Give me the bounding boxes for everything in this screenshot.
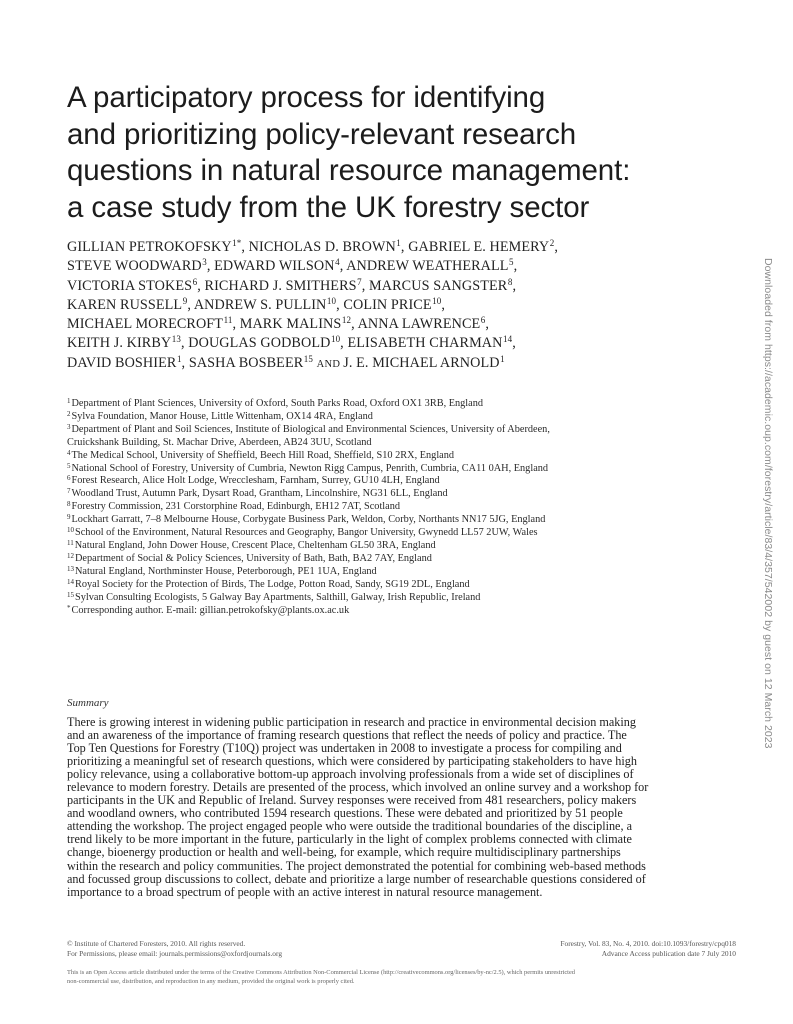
summary-line: importance to a broad spectrum of people with an active interest in natural resource management. [67, 884, 543, 899]
author-affiliation-marker: 1 [176, 353, 182, 364]
affiliation-text: Royal Society for the Protection of Birds, The Lodge, Potton Road, Sandy, SG19 2DL, England [75, 578, 470, 590]
author-separator: , [340, 335, 348, 352]
affiliation-text: Sylva Foundation, Manor House, Little Wittenham, OX14 4RA, England [71, 410, 373, 422]
summary-line: relevance to modern forestry. Details are presented of the process, which involved an online survey and a workshop for [67, 780, 649, 795]
affiliation-text: Department of Plant and Soil Sciences, Institute of Biological and Environmental Sciences, University of Aberdeen, [71, 423, 550, 435]
summary-line: within the research and policy communities. The project demonstrated the potential for combining web-based methods [67, 858, 646, 873]
affiliation [67, 463, 687, 476]
author-line [67, 315, 707, 334]
author-affiliation-marker: 5 [509, 257, 514, 268]
author-line [67, 334, 707, 353]
summary-line: attending the workshop. The project engaged people who were outside the traditional boundaries of the discipline, a [67, 819, 632, 834]
author-name: MARCUS SANGSTER [369, 277, 508, 294]
author-separator: , [197, 277, 205, 294]
download-watermark: Downloaded from https://academic.oup.com/forestry/article/83/4/357/542002 by guest on 12 March 2023 [762, 258, 774, 749]
author-name: STEVE WOODWARD [67, 258, 202, 275]
author-separator: , [554, 239, 559, 255]
article-title [67, 80, 727, 226]
summary-line: and woodland owners, who contributed 1594 research questions. These were debated and prioritized by 51 people [67, 806, 623, 821]
permissions-notice[interactable]: For Permissions, please email: journals.permissions@oxfordjournals.org [67, 949, 283, 958]
affiliation [67, 553, 687, 566]
title-line: A participatory process for identifying [67, 81, 546, 114]
affiliation-number: 11 [67, 538, 74, 547]
footer-citation-block [560, 939, 736, 959]
summary-line: Top Ten Questions for Forestry (T10Q) project was undertaken in 2008 to investigate a process for compiling and [67, 741, 622, 756]
author-affiliation-marker: 15 [303, 353, 313, 364]
author-affiliation-marker: 14 [502, 334, 513, 345]
author-affiliation-marker: 2 [549, 238, 555, 248]
author-line [67, 354, 707, 374]
affiliation [67, 411, 687, 424]
author-line [67, 257, 707, 276]
author-separator: , [241, 239, 249, 255]
affiliation [67, 527, 687, 540]
title-line: a case study from the UK forestry sector [67, 190, 590, 224]
author-name: COLIN PRICE [343, 296, 432, 313]
title-line: questions in natural resource management: [67, 154, 631, 187]
affiliation [67, 475, 687, 488]
author-name: RICHARD J. SMITHERS [204, 277, 357, 294]
author-affiliation-marker: 3 [202, 257, 207, 268]
summary-line: policy relevance, using a collaborative bottom-up approach involving professionals from a wide set of disciplines of [67, 767, 634, 782]
author-affiliation-marker: 1 [500, 353, 505, 364]
affiliation-text: Natural England, John Dower House, Crescent Place, Cheltenham GL50 3RA, England [74, 539, 436, 551]
affiliation-number: 7 [67, 487, 71, 496]
advance-access-date: Advance Access publication date 7 July 2010 [601, 949, 736, 958]
author-name: SASHA BOSBEER [188, 354, 304, 371]
affiliation-text: Department of Social & Policy Sciences, University of Bath, Bath, BA2 7AY, England [75, 552, 432, 564]
author-line [67, 277, 707, 296]
affiliation-number: 9 [67, 513, 71, 522]
affiliation-text: National School of Forestry, University of Cumbria, Newton Rigg Campus, Penrith, Cumbria, CA11 0AH, England [71, 462, 549, 474]
affiliation [67, 488, 687, 501]
affiliation-text: Sylvan Consulting Ecologists, 5 Galway Bay Apartments, Salthill, Galway, Irish Republic, Ireland [75, 591, 481, 603]
license-line: This is an Open Access article distributed under the terms of the Creative Commons Attribution Non-Commercial License (http://creativecommons.org/licenses/by-nc/2.5), which permits unrestricted [67, 969, 575, 976]
author-separator: , [512, 335, 516, 352]
author-name: ELISABETH CHARMAN [347, 335, 503, 352]
author-separator: , [206, 258, 215, 275]
author-separator: , [181, 354, 189, 371]
affiliation [67, 514, 687, 527]
affiliation-text: Department of Plant Sciences, University of Oxford, South Parks Road, Oxford OX1 3RB, England [71, 398, 484, 409]
summary-line: participants in the UK and Republic of Ireland. Survey responses were received from 481 researchers, policy makers [67, 793, 637, 808]
author-list [67, 238, 707, 374]
affiliation-text: Natural England, Northminster House, Peterborough, PE1 1UA, England [75, 565, 377, 577]
author-name: ANDREW S. PULLIN [193, 296, 327, 313]
author-name: DAVID BOSHIER [67, 354, 177, 371]
affiliation-number: 13 [67, 564, 74, 573]
affiliation [67, 437, 687, 450]
author-separator: , [513, 258, 518, 275]
affiliation [67, 450, 687, 463]
author-affiliation-marker: 10 [330, 334, 341, 345]
author-name: ANDREW WEATHERALL [346, 258, 509, 275]
affiliation [67, 579, 687, 592]
author-separator: , [400, 239, 409, 255]
author-affiliation-marker: 1* [232, 238, 242, 248]
author-name: NICHOLAS D. BROWN [248, 239, 396, 255]
author-name: GABRIEL E. HEMERY [408, 239, 550, 255]
affiliation [67, 540, 687, 553]
affiliation-number: 10 [67, 526, 74, 535]
affiliation-number: 8 [67, 500, 71, 509]
summary-line: and an awareness of the importance of framing research questions that reflect the needs of policy and practice. The [67, 728, 627, 743]
affiliation [67, 424, 687, 437]
copyright-notice: © Institute of Chartered Foresters, 2010. All rights reserved. [67, 939, 246, 948]
author-line [67, 296, 707, 315]
author-separator: , [232, 316, 240, 333]
summary-paragraph [67, 716, 737, 899]
author-name: VICTORIA STOKES [67, 277, 193, 294]
license-line: non-commercial use, distribution, and reproduction in any medium, provided the original work is properly cited. [67, 978, 355, 985]
author-separator: , [180, 335, 189, 352]
affiliation [67, 592, 687, 605]
affiliation-number: 14 [67, 577, 74, 586]
author-affiliation-marker: 7 [357, 276, 362, 287]
author-name: KAREN RUSSELL [67, 296, 183, 313]
license-notice [67, 968, 739, 986]
journal-citation: Forestry, Vol. 83, No. 4, 2010. doi:10.1093/forestry/cpq018 [560, 939, 736, 948]
affiliation-text: The Medical School, University of Sheffield, Beech Hill Road, Sheffield, S10 2RX, England [71, 449, 455, 461]
author-affiliation-marker: 10 [326, 295, 337, 306]
affiliation-number: 1 [67, 397, 71, 405]
affiliation [67, 398, 687, 411]
affiliation [67, 605, 687, 618]
author-separator: , [512, 277, 517, 294]
summary-line: change, bioenergy production or health and well-being, for example, which require multidisciplinary partnerships [67, 845, 621, 860]
affiliation-number: 15 [67, 590, 74, 599]
author-name: GILLIAN PETROKOFSKY [67, 239, 232, 255]
author-name: EDWARD WILSON [214, 258, 335, 275]
affiliation-text[interactable]: Corresponding author. E-mail: gillian.petrokofsky@plants.ox.ac.uk [71, 604, 350, 616]
summary-line: There is growing interest in widening public participation in research and practice in environmental decision making [67, 715, 636, 729]
author-separator: , [339, 258, 347, 275]
author-name: MICHAEL MORECROFT [67, 316, 224, 333]
affiliation-number: 3 [67, 422, 71, 431]
author-separator: , [187, 296, 194, 313]
author-separator: , [336, 296, 344, 313]
summary-line: trend likely to be more important in the future, particularly in the light of complex problems connected with climate [67, 832, 632, 847]
affiliation-text: Forestry Commission, 231 Corstorphine Road, Edinburgh, EH12 7AT, Scotland [71, 501, 401, 513]
author-affiliation-marker: 13 [171, 334, 181, 345]
summary-line: prioritizing a meaningful set of research questions, which were considered by participating stakeholders to have high [67, 754, 637, 769]
author-affiliation-marker: 6 [480, 315, 486, 326]
affiliation-number: 4 [67, 448, 71, 457]
author-affiliation-marker: 1 [396, 238, 401, 248]
affiliation-text: Cruickshank Building, St. Machar Drive, Aberdeen, AB24 3UU, Scotland [67, 436, 372, 448]
affiliation-number: 5 [67, 461, 71, 470]
affiliation [67, 566, 687, 579]
author-separator: , [361, 277, 370, 294]
author-affiliation-marker: 9 [182, 295, 188, 306]
author-separator: , [351, 316, 358, 333]
affiliation-list [67, 398, 687, 617]
author-name: ANNA LAWRENCE [357, 316, 481, 333]
footer-copyright-block [67, 939, 282, 959]
summary-line: and focussed group discussions to collect, debate and prioritize a large number of researchable questions considered of [67, 871, 646, 886]
author-conjunction: AND [316, 358, 344, 370]
affiliation-text: Woodland Trust, Autumn Park, Dysart Road, Grantham, Lincolnshire, NG31 6LL, England [71, 488, 448, 500]
affiliation-number: 6 [67, 474, 71, 483]
summary-heading: Summary [67, 697, 109, 709]
affiliation-number: * [67, 603, 71, 612]
author-affiliation-marker: 6 [192, 276, 198, 287]
author-name: DOUGLAS GODBOLD [188, 335, 331, 352]
author-name: J. E. MICHAEL ARNOLD [343, 354, 500, 371]
affiliation-number: 2 [67, 409, 71, 418]
title-line: and prioritizing policy-relevant research [67, 117, 577, 151]
author-affiliation-marker: 11 [223, 315, 233, 326]
author-affiliation-marker: 8 [507, 276, 513, 287]
affiliation-text: School of the Environment, Natural Resources and Geography, Bangor University, Gwynedd LL57 2UW, Wales [75, 527, 538, 539]
author-line [67, 238, 707, 257]
affiliation-text: Lockhart Garratt, 7–8 Melbourne House, Corbygate Business Park, Weldon, Corby, Northants NN17 5JG, England [71, 514, 546, 526]
author-name: KEITH J. KIRBY [67, 335, 172, 352]
affiliation-text: Forest Research, Alice Holt Lodge, Wrecclesham, Farnham, Surrey, GU10 4LH, England [71, 475, 440, 487]
author-separator: , [441, 296, 445, 313]
author-affiliation-marker: 4 [335, 257, 340, 268]
author-name: MARK MALINS [239, 316, 342, 333]
author-affiliation-marker: 10 [432, 295, 442, 306]
affiliation [67, 501, 687, 514]
affiliation-number: 12 [67, 551, 74, 560]
author-separator: , [485, 316, 490, 333]
author-affiliation-marker: 12 [341, 315, 352, 326]
